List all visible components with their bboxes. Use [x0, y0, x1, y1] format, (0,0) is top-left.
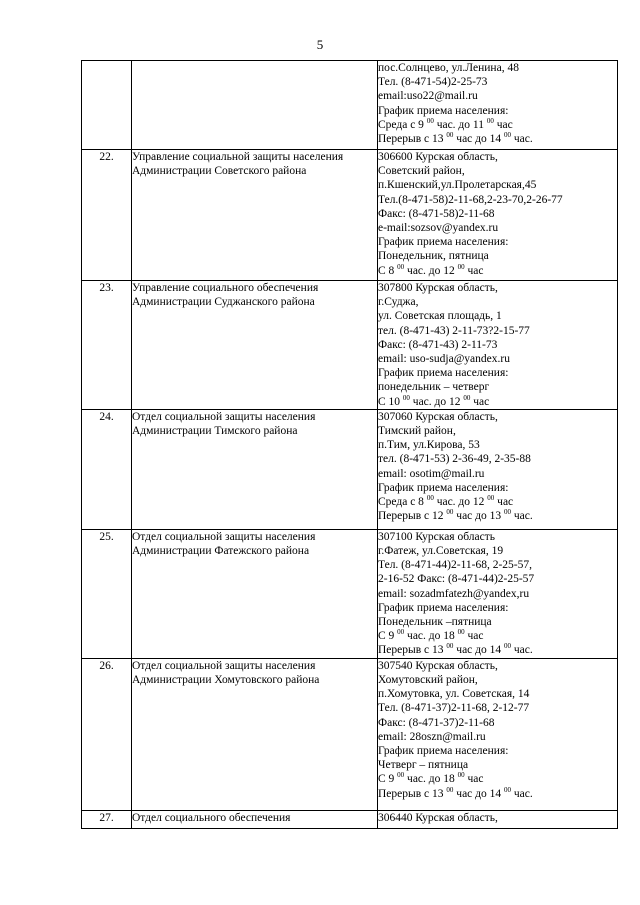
table-row [82, 281, 618, 410]
row-number: 26. [82, 658, 132, 810]
agencies-table [81, 60, 618, 829]
contact-line: 306600 Курская область, [378, 151, 498, 163]
organization-name: Управление социального обеспечения Администрации Суджанского района [132, 281, 378, 410]
contact-line: Перерыв с 12 $^{00}$ час до 13 $^{00}$ час. [378, 508, 533, 523]
contact-line: Тимский район, [378, 425, 456, 438]
contact-line: тел. (8-471-43) 2-11-73?2-15-77 [378, 324, 530, 337]
contact-line: п.Кшенский,ул.Пролетарская,45 [378, 179, 537, 192]
contact-line: Тел.(8-471-58)2-11-68,2-23-70,2-26-77 [378, 193, 563, 206]
contact-line: График приема населения: [378, 236, 509, 249]
contact-line: Факс: (8-471-58)2-11-68 [378, 207, 495, 220]
contact-line: Тел. (8-471-37)2-11-68, 2-12-77 [378, 702, 530, 715]
contact-info [378, 409, 618, 529]
table-row [82, 529, 618, 658]
organization-name: Отдел социальной защиты населения Администрации Фатежского района [132, 529, 378, 658]
contact-line: email: 28oszn@mail.ru [378, 730, 486, 743]
row-number [82, 61, 132, 150]
contact-line: г.Фатеж, ул.Советская, 19 [378, 545, 504, 558]
contact-line: С 8 $^{00}$ час. до 12 $^{00}$ час [378, 262, 484, 277]
contact-line: Среда с 9 $^{00}$ час. до 11 $^{00}$ час [378, 116, 513, 131]
row-number: 22. [82, 150, 132, 281]
contact-line: С 9 $^{00}$ час. до 18 $^{00}$ час [378, 628, 484, 643]
contact-line: Советский район, [378, 165, 465, 178]
contact-info [378, 529, 618, 658]
page-number: 5 [316, 37, 324, 52]
contact-line: 306440 Курская область, [378, 811, 498, 824]
contact-line: График приема населения: [378, 104, 509, 117]
contact-line: email: sozadmfatezh@yandex,ru [378, 587, 530, 600]
contact-line: 2-16-52 Факс: (8-471-44)2-25-57 [378, 573, 535, 586]
contact-line: e-mail:sozsov@yandex.ru [378, 222, 499, 235]
contact-line: График приема населения: [378, 601, 509, 614]
contact-line: Среда с 8 $^{00}$ час. до 12 $^{00}$ час [378, 494, 514, 509]
organization-name: Отдел социальной защиты населения Администрации Тимского района [132, 409, 378, 529]
contact-line: Тел. (8-471-44)2-11-68, 2-25-57, [378, 559, 533, 572]
contact-line: понедельник – четверг [378, 381, 490, 394]
contact-line: email:uso22@mail.ru [378, 90, 478, 103]
organization-name: Отдел социальной защиты населения Администрации Хомутовского района [132, 658, 378, 810]
contact-line: Четверг – пятница [378, 759, 469, 772]
row-number: 23. [82, 281, 132, 410]
organization-name [132, 61, 378, 150]
contact-line: График приема населения: [378, 745, 509, 758]
contact-line: 307100 Курская область [378, 530, 495, 543]
contact-info [378, 810, 618, 828]
table-row [82, 409, 618, 529]
contact-line: С 10 $^{00}$ час. до 12 $^{00}$ час [378, 393, 490, 408]
row-number: 27. [82, 810, 132, 828]
contact-info [378, 281, 618, 410]
contact-line: Понедельник, пятница [378, 250, 489, 263]
contact-line: г.Суджа, [378, 296, 419, 309]
contact-line: 307800 Курская область, [378, 282, 498, 294]
contact-line: Хомутовский район, [378, 674, 478, 687]
contact-line: тел. (8-471-53) 2-36-49, 2-35-88 [378, 453, 531, 466]
contact-info [378, 150, 618, 281]
contact-line: С 9 $^{00}$ час. до 18 $^{00}$ час [378, 771, 484, 786]
contact-line: Перерыв с 13 $^{00}$ час до 14 $^{00}$ час. [378, 785, 533, 800]
contact-line: Перерыв с 13 $^{00}$ час до 14 $^{00}$ час. [378, 131, 533, 146]
organization-name: Отдел социального обеспечения [132, 810, 378, 828]
row-number: 25. [82, 529, 132, 658]
table-row [82, 658, 618, 810]
table-row [82, 61, 618, 150]
contact-info [378, 61, 618, 150]
contact-line: пос.Солнцево, ул.Ленина, 48 [378, 62, 519, 74]
contact-line: ул. Советская площадь, 1 [378, 310, 502, 323]
table-row [82, 810, 618, 828]
table-row [82, 150, 618, 281]
contact-line: Факс: (8-471-37)2-11-68 [378, 716, 495, 729]
row-number: 24. [82, 409, 132, 529]
contact-line: Факс: (8-471-43) 2-11-73 [378, 338, 498, 351]
contact-line: п.Тим, ул.Кирова, 53 [378, 439, 480, 452]
contact-line: 307060 Курская область, [378, 410, 498, 423]
contact-line: Понедельник –пятница [378, 616, 492, 629]
organization-name: Управление социальной защиты населения Администрации Советского района [132, 150, 378, 281]
contact-line: График приема населения: [378, 367, 509, 380]
contact-line: График приема населения: [378, 481, 509, 494]
contact-line: Тел. (8-471-54)2-25-73 [378, 76, 488, 89]
contact-line: email: osotim@mail.ru [378, 467, 485, 480]
contact-line: 307540 Курская область, [378, 659, 498, 672]
contact-line: Перерыв с 13 $^{00}$ час до 14 $^{00}$ час. [378, 642, 533, 657]
contact-info [378, 658, 618, 810]
contact-line: email: uso-sudja@yandex.ru [378, 353, 510, 366]
contact-line: п.Хомутовка, ул. Советская, 14 [378, 688, 530, 701]
